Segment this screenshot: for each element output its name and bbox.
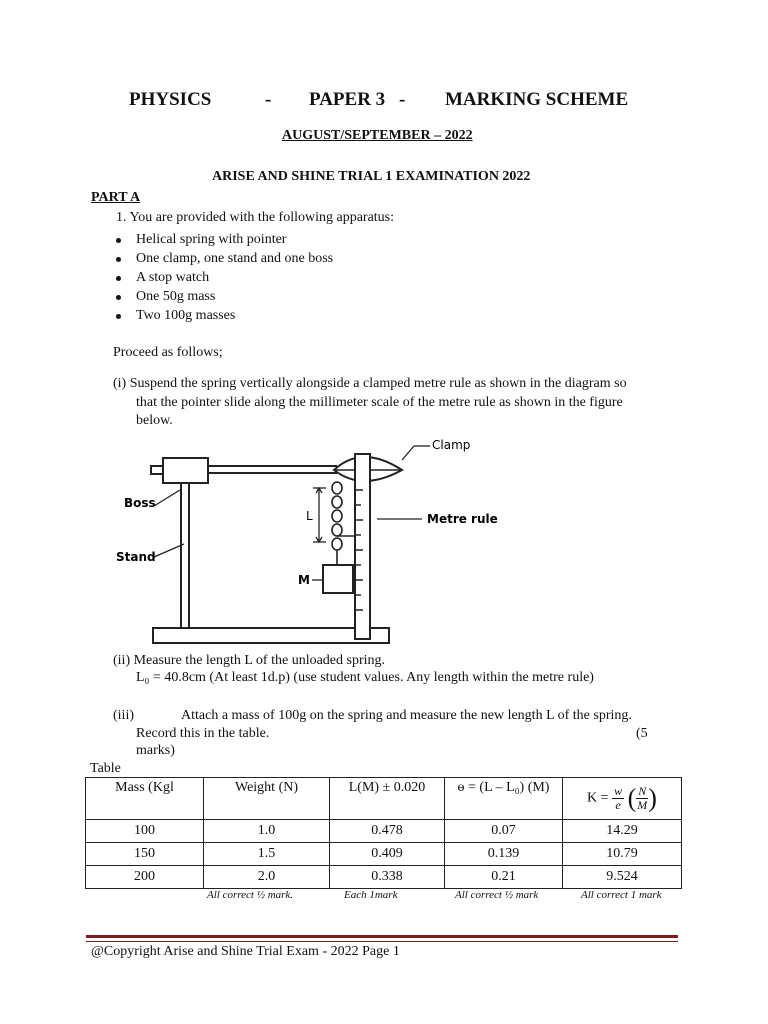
step-3-line-2: Record this in the table.: [136, 726, 270, 741]
k-prefix: K =: [587, 790, 609, 806]
header-weight: Weight (N): [204, 778, 330, 820]
helical-spring: [332, 482, 342, 565]
title-dash-2: -: [399, 89, 406, 110]
table-row: [86, 820, 682, 843]
list-item: Two 100g masses: [136, 308, 236, 323]
table-row: [86, 843, 682, 866]
step-3-line-1: Attach a mass of 100g on the spring and measure the new length L of the spring.: [181, 708, 632, 723]
stand-base: [153, 628, 389, 643]
part-label: PART A: [91, 190, 141, 205]
cell-weight: 1.5: [204, 843, 330, 866]
step-1-line-2: that the pointer slide along the millimeter scale of the metre rule as shown in the figure: [136, 395, 623, 410]
cell-length: 0.478: [330, 820, 445, 843]
list-item: One 50g mass: [136, 289, 216, 304]
cell-k: 10.79: [563, 843, 682, 866]
boss-label: Boss: [124, 496, 156, 510]
cell-weight: 1.0: [204, 820, 330, 843]
cell-mass: 200: [86, 866, 204, 889]
cell-length: 0.409: [330, 843, 445, 866]
title-subject: PHYSICS: [129, 89, 212, 110]
step-1-line-3: below.: [136, 413, 173, 428]
bullet-icon: [116, 257, 121, 262]
stand-label: Stand: [116, 550, 156, 564]
step-3-number: (iii): [113, 708, 134, 723]
table-row: [86, 866, 682, 889]
step-2-line-2: L₀ = 40.8cm (At least 1d.p) (use student values. Any length within the metre rule): [136, 670, 594, 685]
header-k: K = $\frac{w}{e}$ ( $\frac{N}{M}$ ): [563, 778, 682, 820]
mass-block: [323, 565, 353, 593]
bullet-icon: [116, 238, 121, 243]
step-3-marks-a: (5: [636, 726, 648, 741]
header-extension: ɵ = (L – L₀) (M): [445, 778, 563, 820]
session-heading: AUGUST/SEPTEMBER – 2022: [282, 128, 473, 143]
mark-note-length: Each 1mark: [344, 889, 398, 901]
title-scheme: MARKING SCHEME: [445, 89, 629, 110]
results-table: [85, 777, 682, 889]
exam-heading: ARISE AND SHINE TRIAL 1 EXAMINATION 2022: [212, 169, 531, 184]
boss-block: [163, 458, 208, 483]
length-arrow: [313, 488, 326, 542]
step-3-marks-b: marks): [136, 743, 175, 758]
cell-mass: 150: [86, 843, 204, 866]
step-2-line-1: (ii) Measure the length L of the unloaded spring.: [113, 653, 386, 668]
mark-note-weight: All correct ½ mark.: [207, 889, 294, 901]
metre-rule: [355, 454, 370, 639]
bullet-icon: [116, 276, 121, 281]
mark-note-extension: All correct ½ mark: [455, 889, 539, 901]
cell-extension: 0.07: [445, 820, 563, 843]
header-length: L(M) ± 0.020: [330, 778, 445, 820]
mark-note-k: All correct 1 mark: [581, 889, 662, 901]
cell-length: 0.338: [330, 866, 445, 889]
title-dash-1: -: [265, 89, 272, 110]
list-item: Helical spring with pointer: [136, 232, 287, 247]
metre-rule-label: Metre rule: [427, 512, 498, 526]
mass-label: M: [298, 573, 310, 587]
table-header-row: [86, 778, 682, 820]
proceed-text: Proceed as follows;: [113, 345, 223, 360]
cell-extension: 0.139: [445, 843, 563, 866]
step-1-line-1: (i) Suspend the spring vertically alongside a clamped metre rule as shown in the diagram so: [113, 376, 627, 391]
table-caption: Table: [90, 761, 121, 776]
n-over-m: $\frac{N}{M}$: [637, 784, 648, 812]
footer-rule-thin: [86, 941, 678, 942]
apparatus-diagram: [112, 430, 502, 650]
cell-weight: 2.0: [204, 866, 330, 889]
footer-text: @Copyright Arise and Shine Trial Exam - 2022 Page 1: [91, 944, 400, 959]
title-paper: PAPER 3: [309, 89, 386, 110]
cell-extension: 0.21: [445, 866, 563, 889]
list-item: One clamp, one stand and one boss: [136, 251, 334, 266]
question-intro: 1. You are provided with the following apparatus:: [116, 210, 395, 225]
bullet-icon: [116, 314, 121, 319]
cell-mass: 100: [86, 820, 204, 843]
cell-k: 14.29: [563, 820, 682, 843]
length-label: L: [306, 509, 313, 523]
header-mass: Mass (Kgl: [86, 778, 204, 820]
bullet-icon: [116, 295, 121, 300]
footer-rule-thick: [86, 935, 678, 938]
list-item: A stop watch: [136, 270, 210, 285]
cell-k: 9.524: [563, 866, 682, 889]
w-over-e: $\frac{w}{e}$: [614, 784, 623, 812]
clamp-label: Clamp: [432, 438, 471, 452]
